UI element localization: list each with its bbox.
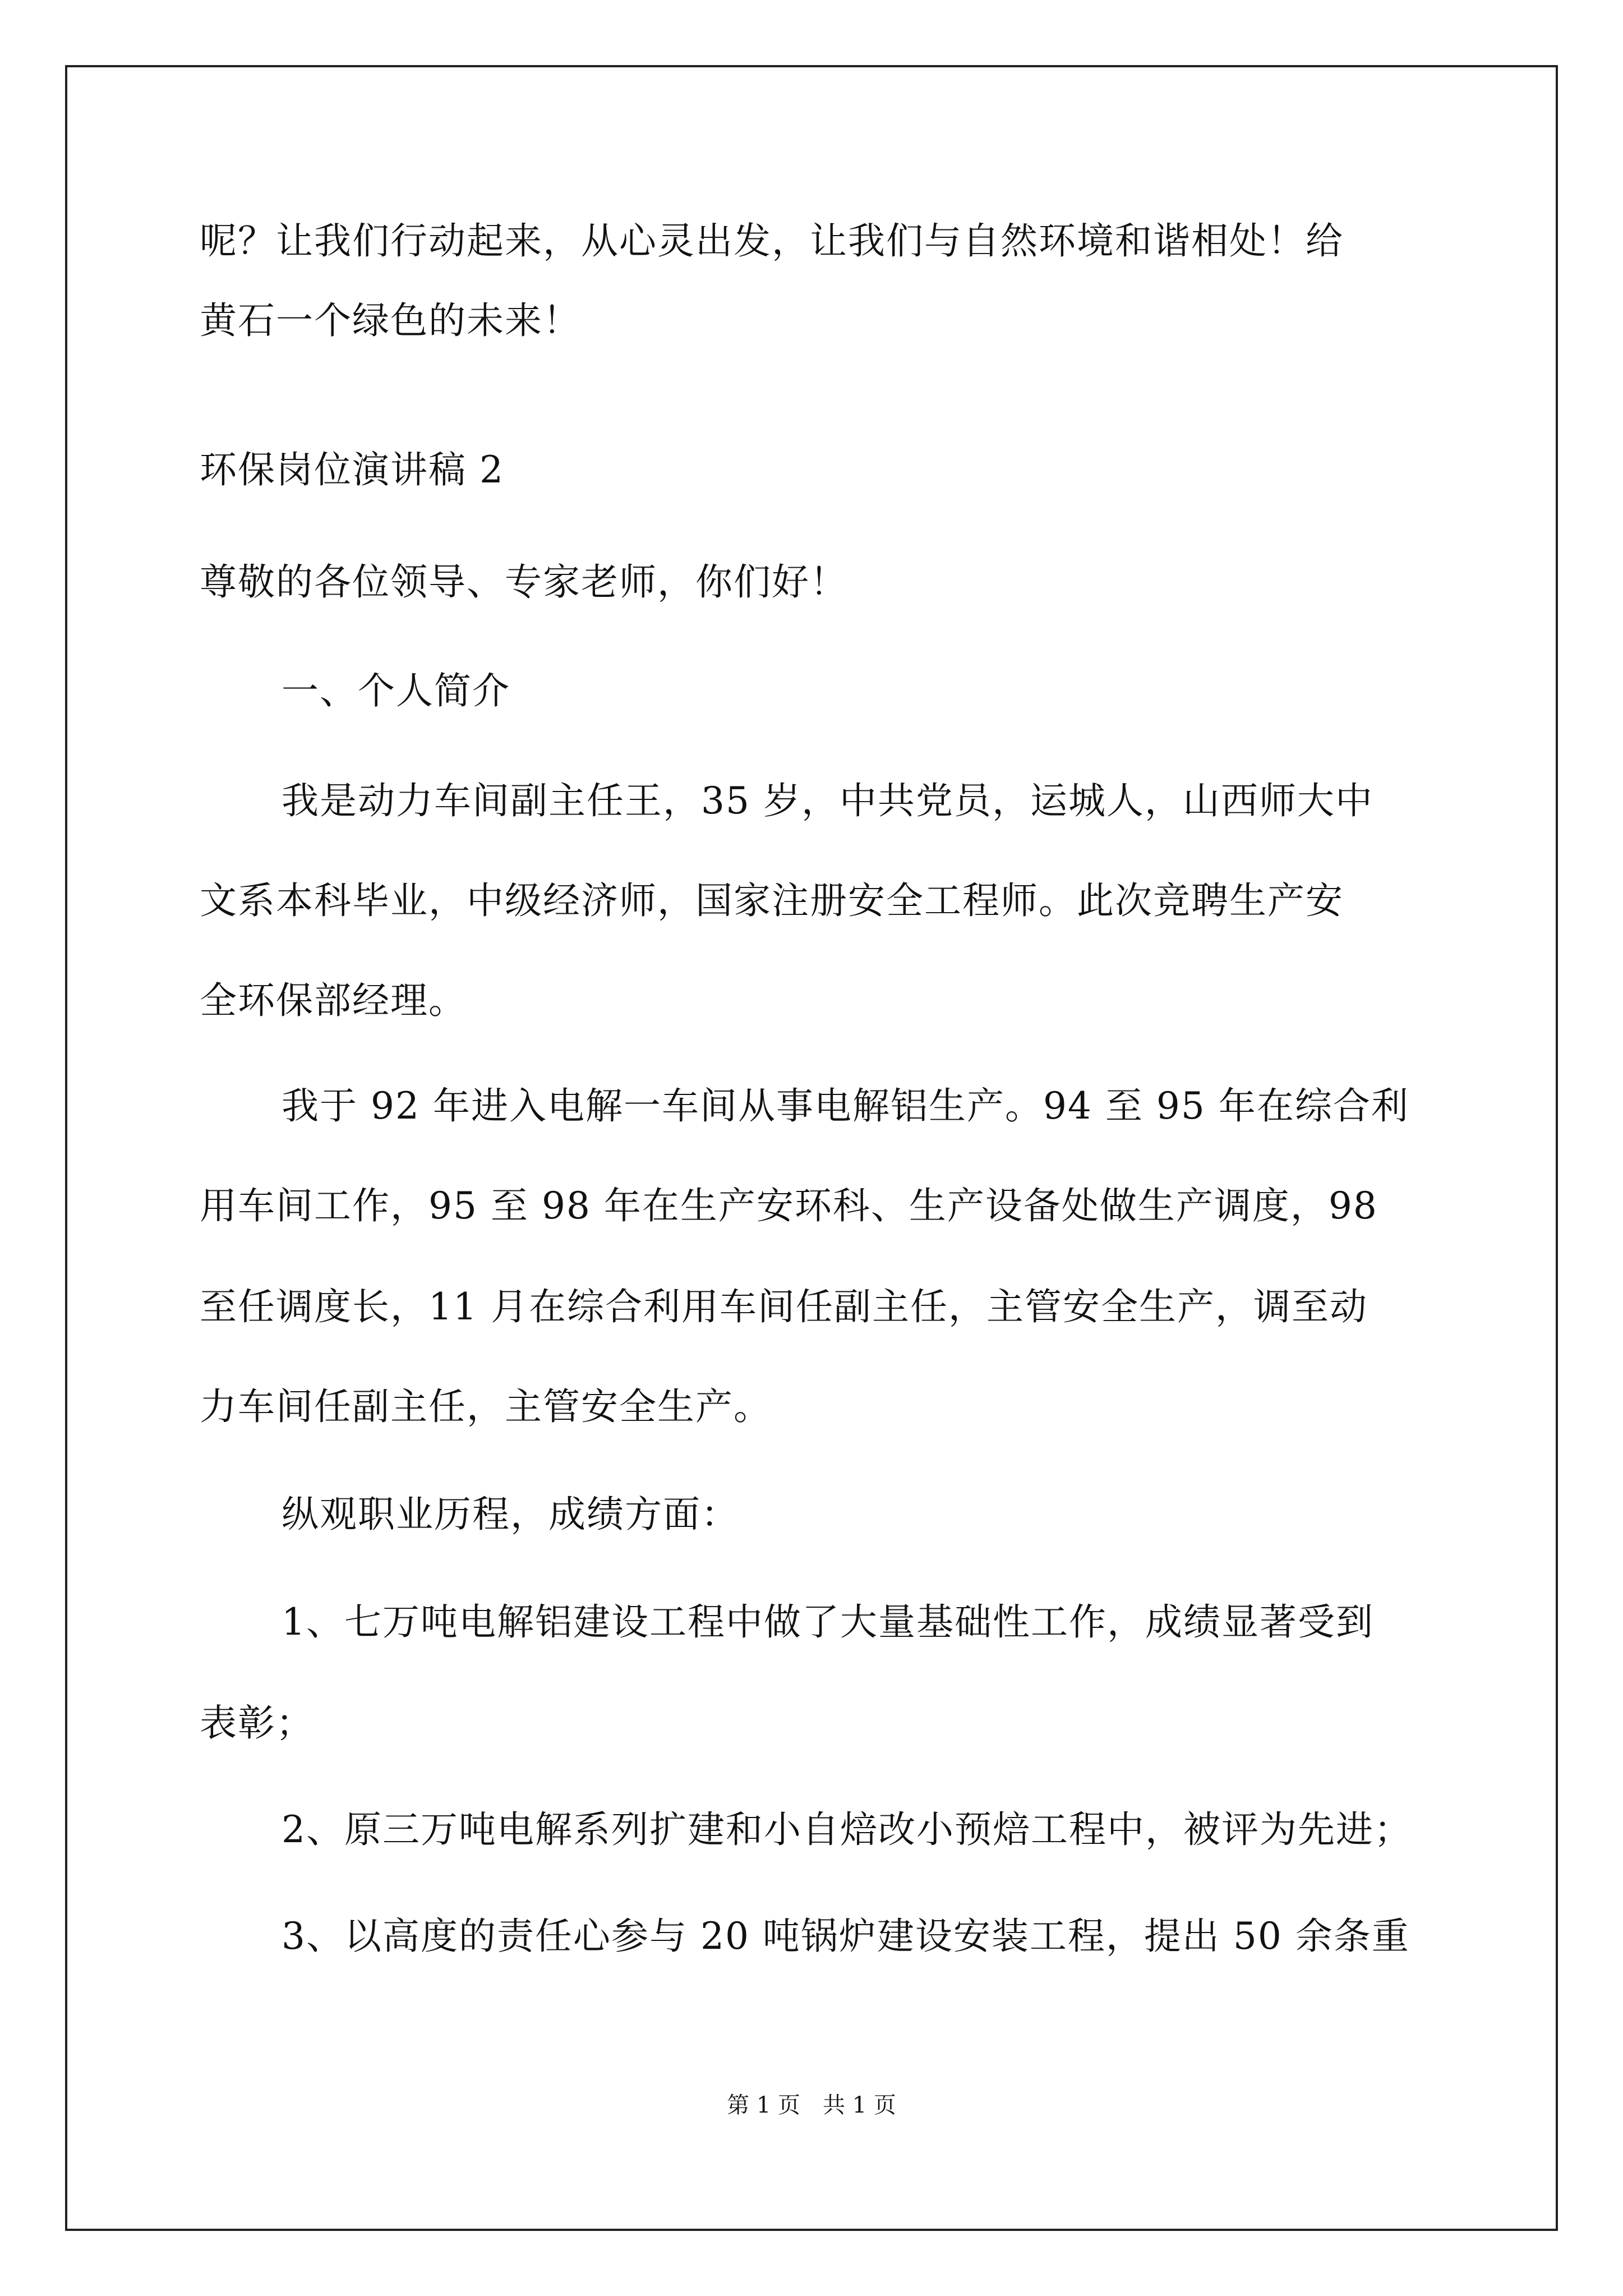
text-line: 呢？让我们行动起来，从心灵出发，让我们与自然环境和谐相处！给 — [200, 219, 1344, 263]
text-line: 至任调度长，11 月在综合利用车间任副主任，主管安全生产，调至动 — [200, 1285, 1368, 1328]
list-item: 3、以高度的责任心参与 20 吨锅炉建设安装工程，提出 50 余条重 — [282, 1915, 1410, 1958]
list-item: 1、七万吨电解铝建设工程中做了大量基础性工作，成绩显著受到 — [282, 1600, 1374, 1644]
heading-personal-intro: 一、个人简介 — [282, 669, 510, 712]
list-item: 2、原三万吨电解系列扩建和小自焙改小预焙工程中，被评为先进； — [282, 1808, 1412, 1851]
text-line: 文系本科毕业，中级经济师，国家注册安全工程师。此次竞聘生产安 — [200, 879, 1344, 922]
list-item-continued: 表彰； — [200, 1701, 314, 1745]
text-line: 我是动力车间副主任王，35 岁，中共党员，运城人，山西师大中 — [282, 779, 1373, 822]
text-line: 我于 92 年进入电解一车间从事电解铝生产。94 至 95 年在综合利 — [282, 1084, 1409, 1128]
text-line: 力车间任副主任，主管安全生产。 — [200, 1385, 772, 1428]
page-border — [65, 65, 1558, 2231]
page-footer: 第 1 页 共 1 页 — [727, 2092, 896, 2118]
section-title: 环保岗位演讲稿 2 — [200, 448, 504, 491]
text-line: 黄石一个绿色的未来！ — [200, 299, 581, 342]
text-line: 纵观职业历程，成绩方面： — [282, 1493, 739, 1536]
greeting: 尊敬的各位领导、专家老师，你们好！ — [200, 560, 848, 604]
text-line: 用车间工作，95 至 98 年在生产安环科、生产设备处做生产调度，98 — [200, 1184, 1378, 1227]
text-line: 全环保部经理。 — [200, 979, 467, 1022]
